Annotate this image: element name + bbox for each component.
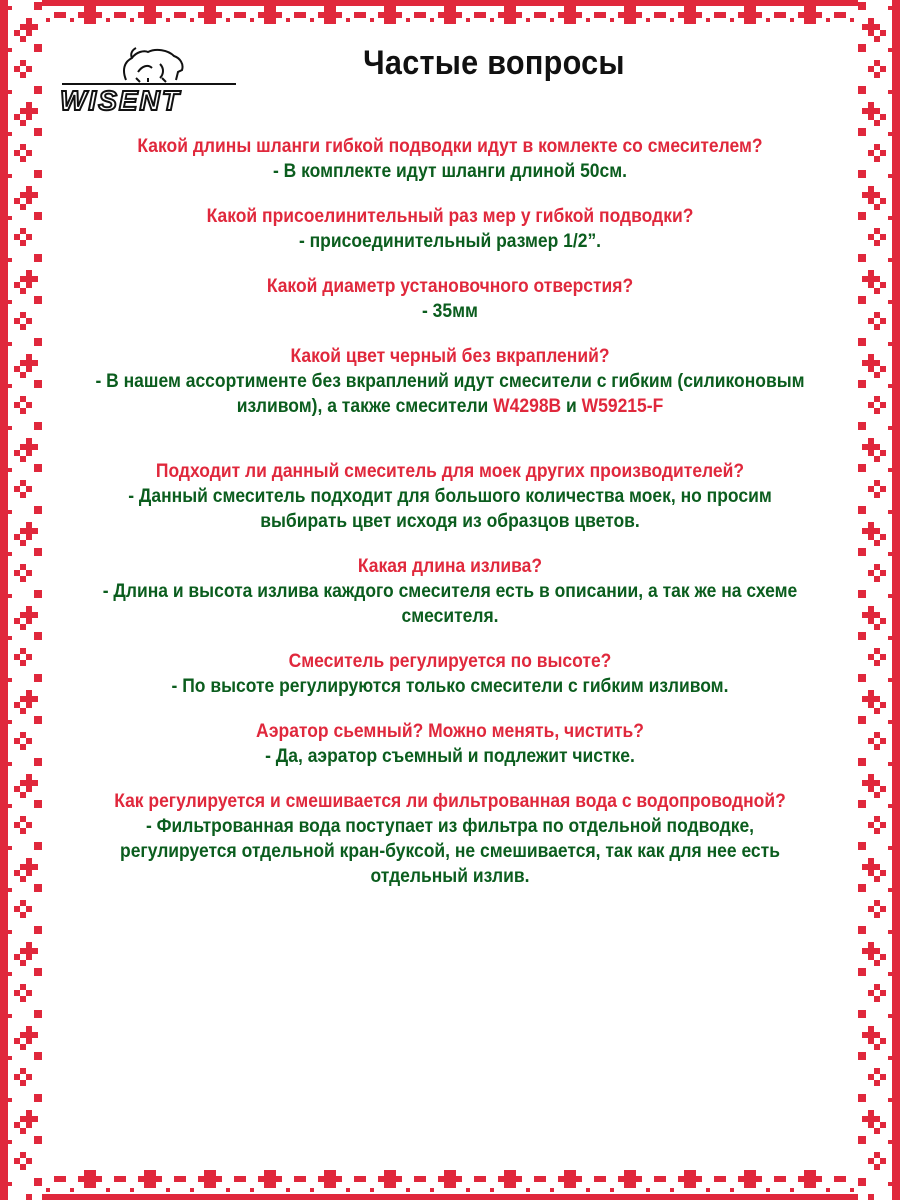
faq-question: Смеситель регулируется по высоте? — [288, 651, 612, 672]
bison-icon — [52, 42, 238, 114]
faq-question: Какой присоелинительный раз мер у гибкой подводки? — [206, 206, 694, 227]
faq-item-filtered-water — [44, 789, 856, 889]
faq-question: Аэратор сьемный? Можно менять, чистить? — [256, 721, 644, 742]
faq-answer-line: - Фильтрованная вода поступает из фильтра по отдельной подводке, — [145, 816, 755, 837]
faq-question: Какой диаметр установочного отверстия? — [266, 276, 634, 297]
faq-item-connection-size — [44, 204, 856, 254]
faq-question: Какой длины шланги гибкой подводки идут в комлекте со смесителем? — [137, 136, 763, 157]
faq-answer-line: - Данный смеситель подходит для большого количества моек, но просим — [128, 486, 772, 507]
faq-item-black-color — [44, 344, 856, 419]
faq-answer-line: регулируется отдельной кран-буксой, не смешивается, так как для нее есть — [120, 841, 780, 862]
faq-question: Подходит ли данный смеситель для моек других производителей? — [155, 461, 745, 482]
model-w59215f: W59215-F — [581, 396, 664, 417]
faq-question: Какая длина излива? — [357, 556, 543, 577]
ornament-border-right — [858, 0, 900, 1200]
faq-answer-text: изливом), а также смесители — [236, 396, 489, 417]
faq-item-sink-compatibility — [44, 459, 856, 534]
faq-answer-line — [76, 394, 823, 419]
faq-question: Какой цвет черный без вкраплений? — [290, 346, 610, 367]
faq-answer-line: - В нашем ассортименте без вкраплений идут смесители с гибким (силиконовым — [95, 371, 805, 392]
ornament-border-bottom — [0, 1165, 900, 1200]
faq-answer-conj: и — [566, 396, 577, 417]
ornament-border-top — [0, 0, 900, 30]
faq-item-hole-diameter — [44, 274, 856, 324]
model-w4298b: W4298B — [493, 396, 562, 417]
logo-text: WISENT — [60, 85, 181, 114]
content-panel — [44, 30, 856, 1164]
faq-answer-line: отдельный излив. — [370, 866, 530, 887]
page-title: Частые вопросы — [363, 44, 625, 82]
faq-answer: - 35мм — [421, 301, 478, 322]
faq-item-hose-length — [44, 134, 856, 184]
brand-logo — [52, 42, 238, 114]
ornament-border-left — [0, 0, 42, 1200]
faq-answer-line: выбирать цвет исходя из образцов цветов. — [260, 511, 640, 532]
faq-item-spout-length — [44, 554, 856, 629]
faq-answer: - В комплекте идут шланги длиной 50см. — [272, 161, 628, 182]
faq-answer-line: смесителя. — [401, 606, 499, 627]
faq-list — [44, 134, 856, 889]
faq-question: Как регулируется и смешивается ли фильтрованная вода с водопроводной? — [114, 791, 786, 812]
faq-answer-line: - Длина и высота излива каждого смесителя есть в описании, а так же на схеме — [102, 581, 798, 602]
faq-item-aerator — [44, 719, 856, 769]
faq-item-height-adjust — [44, 649, 856, 699]
faq-answer: - присоединительный размер 1/2”. — [298, 231, 602, 252]
faq-answer: - Да, аэратор съемный и подлежит чистке. — [265, 746, 635, 767]
faq-answer: - По высоте регулируются только смесители с гибким изливом. — [171, 676, 729, 697]
